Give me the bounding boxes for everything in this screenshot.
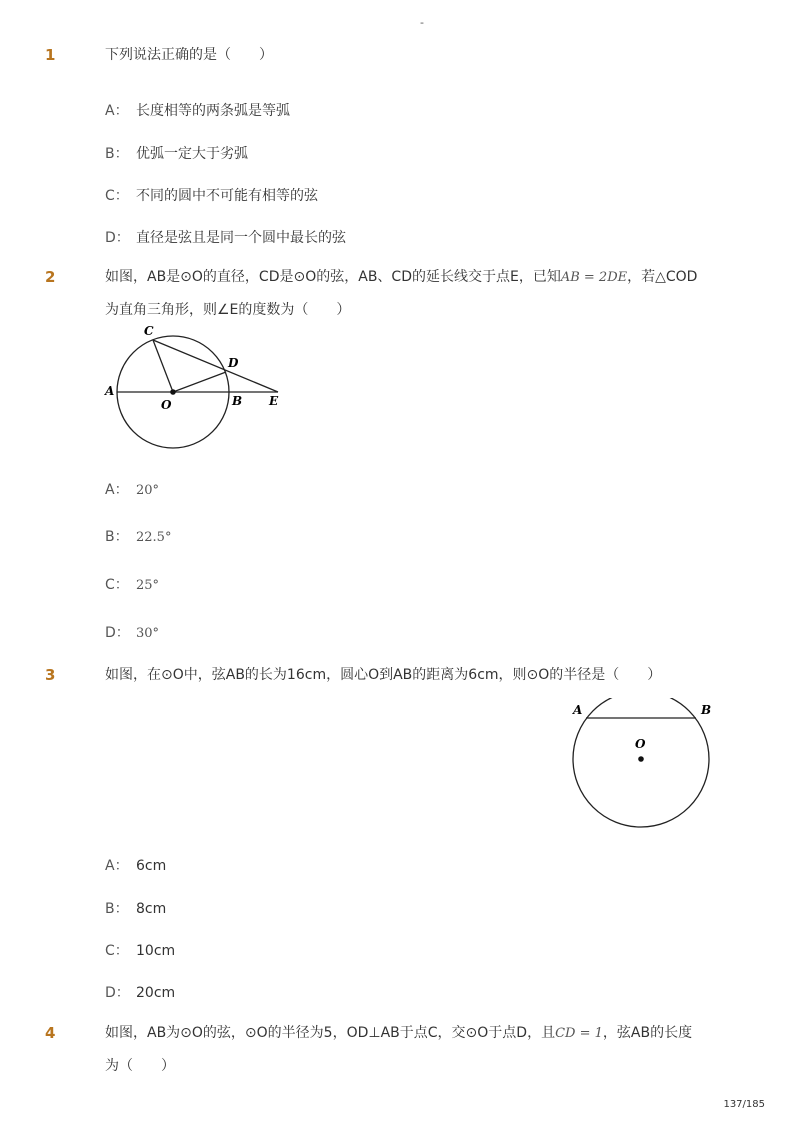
option-letter: A：	[105, 482, 129, 498]
point-label: B	[232, 394, 243, 408]
option-letter: D：	[105, 985, 130, 1001]
point-label: O	[161, 398, 172, 412]
option-letter: C：	[105, 577, 129, 593]
line-od	[173, 372, 226, 392]
option-text: 20°	[136, 483, 160, 498]
point-label: A	[573, 703, 583, 717]
center-point	[638, 756, 644, 762]
question-number: 2	[45, 268, 56, 286]
point-label: O	[635, 737, 646, 751]
question-number: 1	[45, 46, 56, 64]
option-b[interactable]	[105, 898, 166, 918]
question-text-part: ，弦AB的长度	[602, 1025, 693, 1041]
option-d[interactable]	[105, 982, 175, 1002]
circle-o	[573, 698, 712, 827]
question-text: 如图，在⊙O中，弦AB的长为16cm，圆心O到AB的距离为6cm，则⊙O的半径是（ ）	[105, 667, 662, 683]
math-expression: AB = 2DE	[560, 270, 628, 285]
option-letter: D：	[105, 625, 130, 641]
option-letter: B：	[105, 529, 129, 545]
question-text-part: 为直角三角形，则∠E的度数为（ ）	[105, 302, 351, 318]
question-text: 下列说法正确的是（ ）	[105, 47, 273, 63]
option-a[interactable]	[105, 100, 290, 120]
option-text: 25°	[136, 578, 160, 593]
option-d[interactable]	[105, 227, 346, 247]
option-a[interactable]	[105, 479, 159, 499]
option-text: 22.5°	[136, 530, 172, 545]
center-point	[170, 389, 176, 395]
point-label: C	[144, 324, 154, 338]
option-a[interactable]	[105, 855, 166, 875]
question-text-part: ，若△COD	[627, 269, 698, 285]
question-number: 3	[45, 666, 56, 684]
geometry-figure-q3	[565, 698, 725, 833]
question-text-part: 如图，AB是⊙O的直径，CD是⊙O的弦，AB、CD的延长线交于点E，已知	[105, 269, 561, 285]
point-label: A	[105, 384, 115, 398]
option-letter: B：	[105, 901, 129, 917]
option-letter: D：	[105, 230, 130, 246]
option-text: 20cm	[136, 985, 176, 1001]
option-letter: A：	[105, 858, 129, 874]
geometry-figure-q2	[100, 322, 300, 457]
question-text	[105, 1017, 725, 1083]
option-letter: C：	[105, 943, 129, 959]
question-text-part: 如图，AB为⊙O的弦，⊙O的半径为5，OD⊥AB于点C，交⊙O于点D，且	[105, 1025, 556, 1041]
option-text: 不同的圆中不可能有相等的弦	[136, 188, 318, 204]
question-text	[105, 261, 725, 327]
point-label: E	[269, 394, 279, 408]
option-b[interactable]	[105, 143, 248, 163]
option-text: 10cm	[136, 943, 176, 959]
point-label: B	[701, 703, 712, 717]
question-number: 4	[45, 1024, 56, 1042]
page-top-mark: -	[420, 16, 424, 29]
option-letter: A：	[105, 103, 129, 119]
option-d[interactable]	[105, 622, 159, 642]
option-c[interactable]	[105, 185, 318, 205]
page-number: 137/185	[723, 1099, 765, 1110]
option-c[interactable]	[105, 574, 159, 594]
point-label: D	[228, 356, 239, 370]
math-expression: CD = 1	[555, 1026, 603, 1041]
option-c[interactable]	[105, 940, 175, 960]
line-ce	[153, 340, 278, 392]
option-text: 长度相等的两条弧是等弧	[136, 103, 290, 119]
option-text: 优弧一定大于劣弧	[136, 146, 248, 162]
option-text: 直径是弦且是同一个圆中最长的弦	[136, 230, 346, 246]
option-text: 30°	[136, 626, 160, 641]
option-text: 6cm	[136, 858, 167, 874]
option-b[interactable]	[105, 526, 171, 546]
option-text: 8cm	[136, 901, 167, 917]
option-letter: B：	[105, 146, 129, 162]
line-co	[153, 340, 173, 392]
option-letter: C：	[105, 188, 129, 204]
question-text-part: 为（ ）	[105, 1058, 175, 1074]
